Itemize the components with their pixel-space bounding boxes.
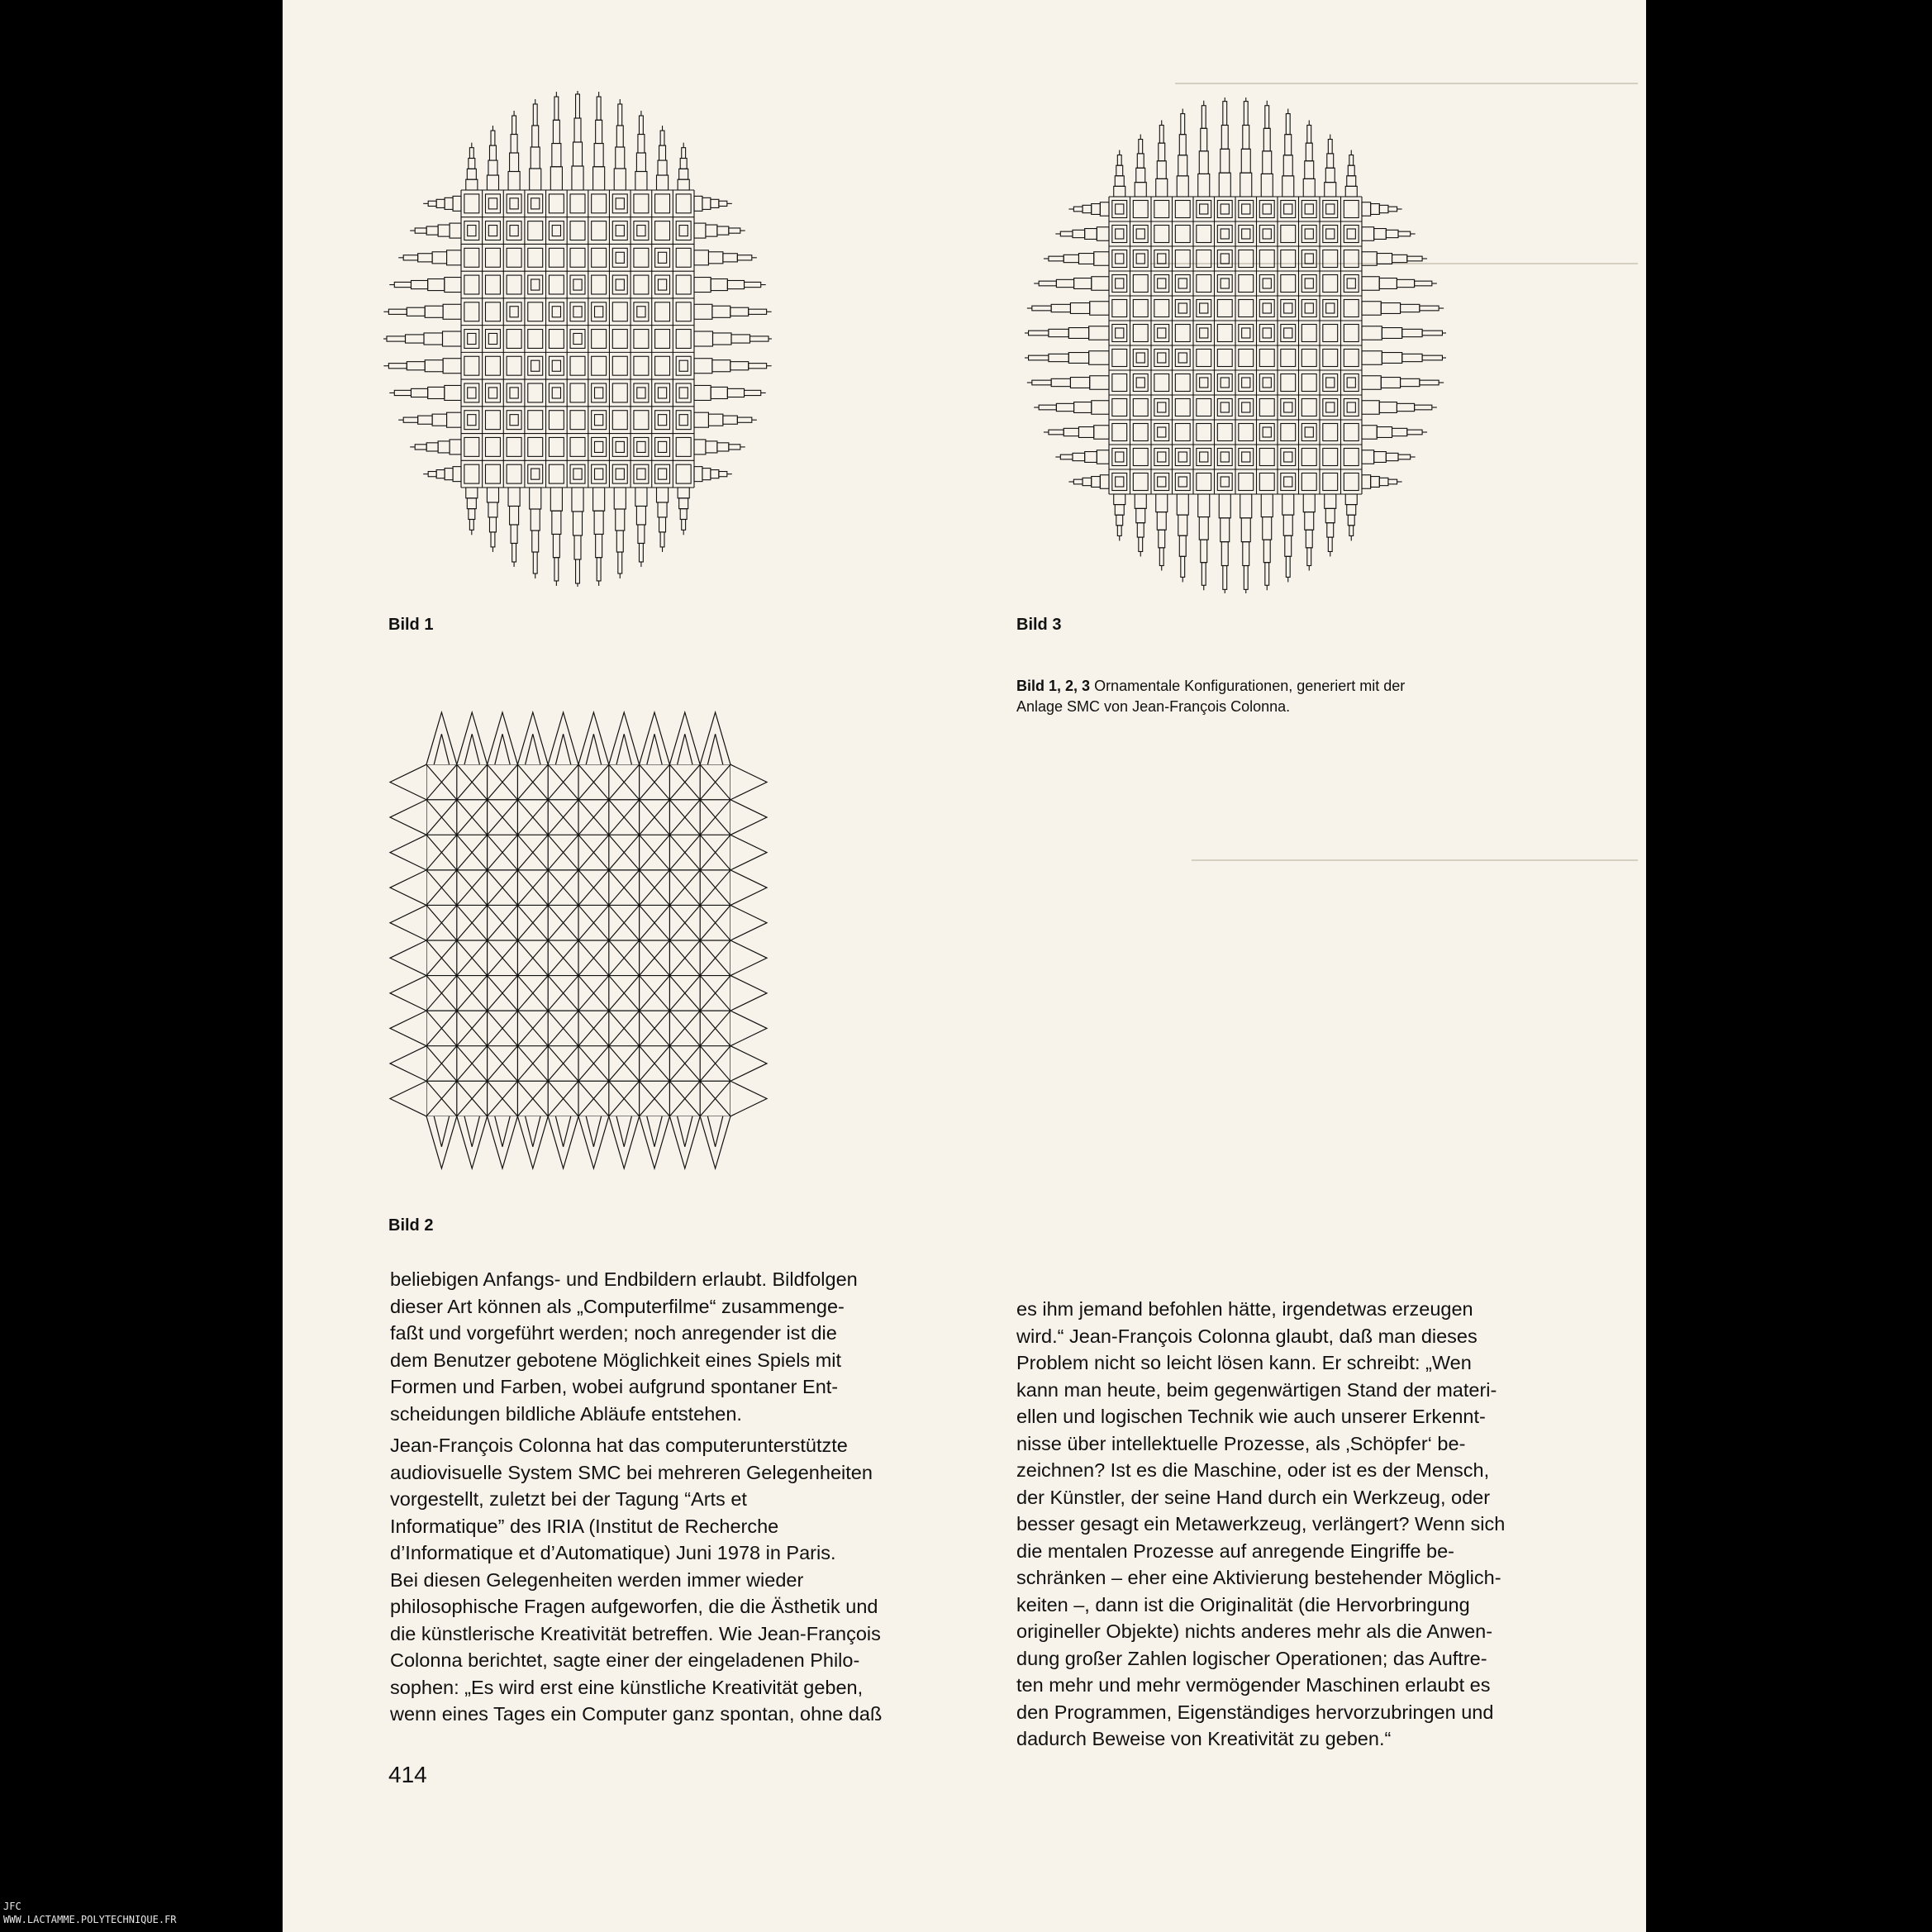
- text-line: ellen und logischen Technik wie auch unserer Erkennt-: [1016, 1406, 1486, 1427]
- watermark-url: WWW.LACTAMME.POLYTECHNIQUE.FR: [3, 1914, 177, 1925]
- text-line: die mentalen Prozesse auf anregende Eingriffe be-: [1016, 1539, 1454, 1562]
- figure-caption: [1016, 676, 1545, 717]
- text-line: origineller Objekte) nichts anderes mehr als die Anwen-: [1016, 1620, 1493, 1642]
- text-line: dadurch Beweise von Kreativität zu geben.“: [1016, 1728, 1392, 1749]
- text-line: beliebigen Anfangs- und Endbildern erlaubt. Bildfolgen: [390, 1268, 858, 1290]
- text-line: ten mehr und mehr vermögender Maschinen erlaubt es: [1016, 1674, 1491, 1696]
- text-line: faßt und vorgeführt werden; noch anregender ist die: [390, 1322, 837, 1344]
- text-line: Bei diesen Gelegenheiten werden immer wieder: [390, 1568, 804, 1591]
- ornament-lines: [388, 764, 769, 1116]
- caption-figure-numbers: Bild 1, 2, 3: [1016, 678, 1091, 694]
- text-line: philosophische Fragen aufgeworfen, die die Ästhetik und: [390, 1596, 878, 1617]
- ornament-lines: [383, 91, 772, 587]
- text-line: schränken – eher eine Aktivierung bestehender Möglich-: [1016, 1567, 1501, 1588]
- text-line: vorgestellt, zuletzt bei der Tagung “Arts et: [390, 1488, 747, 1510]
- text-line: die künstlerische Kreativität betreffen. Wie Jean-François: [390, 1622, 881, 1644]
- text-line: Jean-François Colonna hat das computerunterstützte: [390, 1435, 848, 1456]
- figure-3-ornament: [1025, 98, 1446, 593]
- text-line: keiten –, dann ist die Originalität (die Hervorbringung: [1016, 1593, 1470, 1616]
- ornament-lines: [1025, 98, 1446, 593]
- right-text-column: [1016, 1296, 1545, 1753]
- text-line: scheidungen bildliche Abläufe entstehen.: [390, 1402, 742, 1425]
- text-line: dung großer Zahlen logischer Operationen; das Auftre-: [1016, 1647, 1487, 1669]
- text-line: Formen und Farben, wobei aufgrund spontaner Ent-: [390, 1376, 839, 1397]
- text-line: es ihm jemand befohlen hätte, irgendetwas erzeugen: [1016, 1298, 1473, 1320]
- page-number: 414: [388, 1762, 427, 1787]
- left-text-column: [390, 1266, 902, 1728]
- text-line: nisse über intellektuelle Prozesse, als ‚Schöpfer‘ be-: [1016, 1432, 1466, 1454]
- text-line: Problem nicht so leicht lösen kann. Er schreibt: „Wen: [1016, 1352, 1472, 1373]
- text-line: besser gesagt ein Metawerkzeug, verlängert? Wenn sich: [1016, 1513, 1506, 1535]
- caption-text: Ornamentale Konfigurationen, generiert mit der: [1094, 678, 1406, 694]
- text-line: zeichnen? Ist es die Maschine, oder ist es der Mensch,: [1016, 1459, 1490, 1481]
- caption-text-line2: Anlage SMC von Jean-François Colonna.: [1016, 698, 1291, 715]
- figure-1-ornament: [383, 91, 772, 587]
- figure-1-label: Bild 1: [388, 616, 434, 634]
- text-line: wenn eines Tages ein Computer ganz spontan, ohne daß: [390, 1703, 883, 1725]
- text-line: wird.“ Jean-François Colonna glaubt, daß man dieses: [1016, 1325, 1478, 1347]
- text-line: Informatique” des IRIA (Institut de Recherche: [390, 1515, 779, 1537]
- watermark-initials: JFC: [3, 1901, 21, 1912]
- text-line: kann man heute, beim gegenwärtigen Stand der materi-: [1016, 1378, 1497, 1401]
- text-line: dieser Art können als „Computerfilme“ zusammenge-: [390, 1295, 845, 1317]
- text-line: dem Benutzer gebotene Möglichkeit eines Spiels mit: [390, 1349, 842, 1371]
- text-line: den Programmen, Eigenständiges hervorzubringen und: [1016, 1701, 1494, 1723]
- show-through-rule: [1192, 859, 1638, 861]
- show-through-rule: [1175, 83, 1638, 84]
- text-line: sophen: „Es wird erst eine künstliche Kreativität geben,: [390, 1676, 864, 1698]
- text-line: Colonna berichtet, sagte einer der eingeladenen Philo-: [390, 1649, 860, 1671]
- text-line: audiovisuelle System SMC bei mehreren Gelegenheiten: [390, 1461, 873, 1483]
- text-line: d’Informatique et d’Automatique) Juni 1978 in Paris.: [390, 1542, 836, 1563]
- figure-2-label: Bild 2: [388, 1216, 434, 1235]
- page-sheet: [283, 0, 1646, 1932]
- text-line: der Künstler, der seine Hand durch ein Werkzeug, oder: [1016, 1486, 1491, 1508]
- figure-3-label: Bild 3: [1016, 616, 1062, 634]
- figure-2-ornament: [388, 709, 769, 1172]
